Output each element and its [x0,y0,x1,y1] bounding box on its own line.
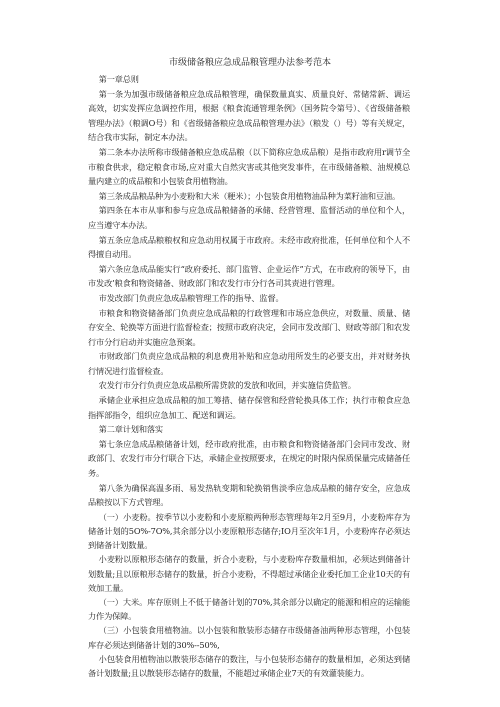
document-title: 市级储备粮应急成品粮管理办法参考范本 [168,58,331,68]
paragraph: 第五条应急成品粮粮权和应急动用权属于市政府。未经市政府批准，任何单位和个人不得擅自动用。 [88,234,410,260]
paragraph: 第八条为确保高温多雨、易发热轨变期和轮换销售淡季应急成品粮的储存安全，应急成品粮按以下方式管理。 [88,482,410,508]
paragraph: （三）小包装食用植物油。以小包装和散装形态储存市级储备油两种形态管理，小包装库存必须达到储备计划的30%--50%, [88,625,410,650]
chapter-heading: 第二章计划和落实 [98,424,163,435]
paragraph: 小麦粉以原粮形态储存的数量，折合小麦粉，与小麦粉库存数量相加，必须达到储备计划数量;且以原粮形态储存的数量，折合小麦粉，不得超过承储企业委托加工企业10天的有效加工量。 [88,554,410,593]
paragraph: 第四条在本市从事和参与应急成品粮储备的承储、经营管理、监督活动的单位和个人，应当遵守本办法。 [88,205,410,230]
paragraph: 市发改部门负责应急成品粮管理工作的指导、监督。 [98,292,284,303]
paragraph: 市粮食和物资储备部门负责应急成品粮的行政管理和市场应急供应，对数量、质量、储存安全、轮换等方面进行监督检查；按照市政府决定，会同市发改部门、财政等部门和农发行市分行启动并实施应急预案。 [88,307,410,347]
document-body [88,72,410,680]
paragraph: 第七条应急成品粮储备计划，经市政府批准，由市粮食和物资储备部门会同市发改、财政部门、农发行市分行联合下达，承储企业按照要求，在规定的时限内保质保量完成储备任务。 [88,438,410,479]
paragraph: 第二条本办法所称市级储备粮应急成品粮（以下简称应急成品粮）是指市政府用r调节全市粮食供求，稳定粮食市场,应对重大自然灾害或其他突发事件，在市级储备粮、油规模总量内建立的成品粮和小包装食用植物油。 [88,146,410,187]
paragraph: 小包装食用植物油以散装形态储存的数注，与小包装形态储存的数量相加，必须达到储备计划数量;且以散装形态储存的数量，不能超过承储企业7天的有效灌装能力。 [88,653,410,679]
paragraph: 农发行市分行负责应急成品粮所需贷款的发放和收回，并实施信贷监管。 [98,380,356,391]
paragraph: 第三条成品粮品种为小麦粉和大米（粳米）；小包装食用植物油品种为菜籽油和豆油。 [98,190,400,201]
paragraph: 市财政部门负责应急成品粮的利息费用补贴和应急动用所发生的必要支出，并对财务执行情况进行监督检查。 [88,351,410,376]
paragraph: 承储企业承担应急成品粮的加工筹措、储存保管和经营轮换具体工作；执行市粮食应急指挥部指令，组织应急加工、配送和调运。 [88,395,410,420]
paragraph: （一）大米。库存原则上不低于储备计划的70%,其余部分以确定的能源和相应的运输能力作为保障。 [88,597,410,622]
paragraph: 第一条为加强市级储备粮应急成品粮管理，确保数量真实、质量良好、常储常新、调运高效，切实发挥应急调控作用，根据《粮食流通管理条例》（国务院令第号）、《省级储备粮管理办法》（粮调O号）和《省级储备粮应急成品粮管理办法》（粮发（）号）等有关规定，结合我市实际，制定本办法。 [88,88,410,143]
paragraph: （一）小麦粉。按季节以小麦粉和小麦原粮两种形态管理每年2月至9月，小麦粉库存为储备计划的5O%-7O%,其余部分以小麦原粮形态储存;IO月至次年1月，小麦粉库存必须达到储备计划数量。 [88,511,410,551]
chapter-heading: 第一章总则 [98,74,139,84]
paragraph: 第六条应急成品能实行“政府委托、部门监管、企业运作”方式，在市政府的领导下，由市发改’粮食和物资储备、财政部门和农发行市分行各司其责进行管理。 [88,263,410,289]
